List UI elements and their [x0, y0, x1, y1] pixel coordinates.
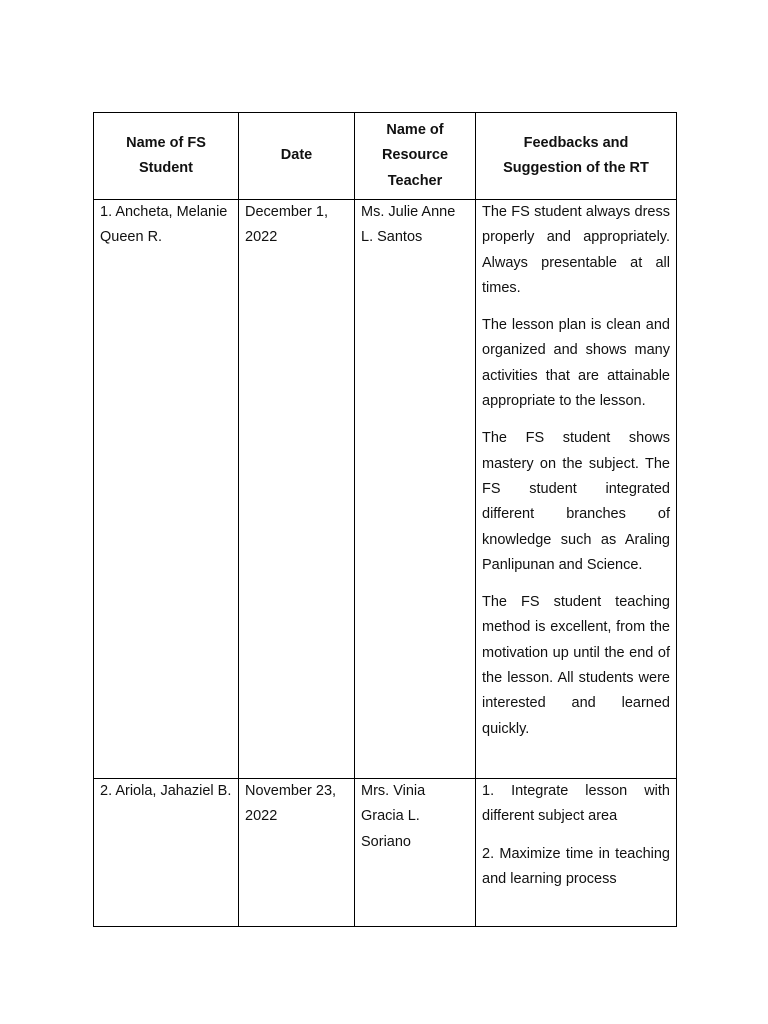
feedback-cell: [476, 779, 677, 927]
header-row: [94, 113, 677, 200]
feedback-paragraph: The FS student always dress properly and appropriately. Always presentable at all times.: [482, 204, 670, 296]
date-value: November 23, 2022: [245, 783, 337, 825]
student-name-cell: [94, 200, 239, 779]
date-cell: [239, 200, 355, 779]
feedback-paragraph: The FS student shows mastery on the subject. The FS student integrated different branches of knowledge such as Araling Panlipunan and Science.: [482, 430, 670, 573]
feedback-table: [93, 112, 677, 927]
teacher-name: Mrs. Vinia Gracia L. Soriano: [361, 783, 426, 850]
feedback-cell: [476, 200, 677, 779]
header-teacher: Name of Resource Teacher: [355, 113, 476, 200]
feedback-paragraph: The lesson plan is clean and organized and shows many activities that are attainable appropriate to the lesson.: [482, 317, 670, 410]
feedback-paragraph: The FS student teaching method is excellent, from the motivation up until the end of the lesson. All students were interested and learned quickly.: [482, 594, 670, 737]
header-date: Date: [239, 113, 355, 200]
header-student: Name of FS Student: [94, 113, 239, 200]
teacher-cell: [355, 200, 476, 779]
student-name-cell: [94, 779, 239, 927]
feedback-paragraph: 2. Maximize time in teaching and learning process: [482, 845, 670, 887]
feedback-paragraph: 1. Integrate lesson with different subject area: [482, 783, 670, 825]
date-cell: [239, 779, 355, 927]
student-name: 2. Ariola, Jahaziel B.: [100, 783, 232, 799]
table-row: [94, 779, 677, 927]
student-name: 1. Ancheta, Melanie Queen R.: [100, 204, 228, 246]
teacher-cell: [355, 779, 476, 927]
teacher-name: Ms. Julie Anne L. Santos: [361, 204, 456, 246]
table-row: [94, 200, 677, 779]
header-feedback: Feedbacks and Suggestion of the RT: [476, 113, 677, 200]
date-value: December 1, 2022: [245, 204, 329, 246]
